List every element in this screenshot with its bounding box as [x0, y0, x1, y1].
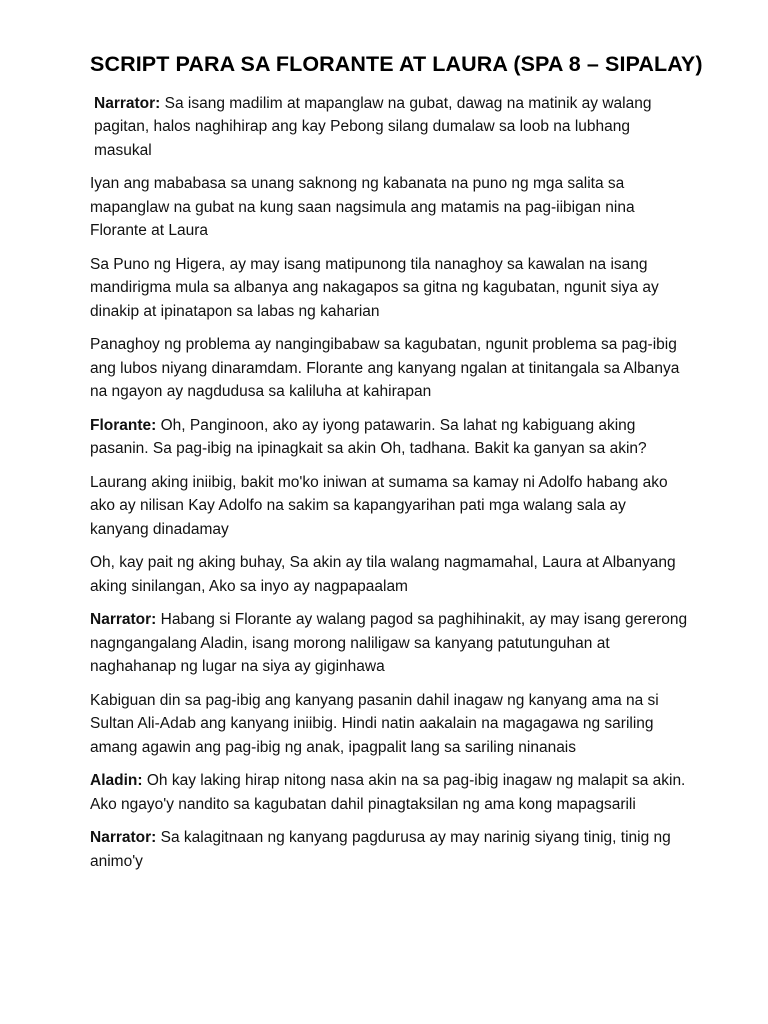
- paragraph-intro-4: [90, 333, 688, 404]
- paragraph-narrator-2: [90, 608, 688, 679]
- paragraph-text: Kabiguan din sa pag-ibig ang kanyang pasanin dahil inagaw ng kanyang ama na si Sultan Ali-Adab ang kanyang iniibig. Hindi natin aakalain na magagawa ng sariling amang agawin ang pag-ibig ng anak, ipagpalit lang sa sariling ninanais: [90, 691, 659, 756]
- paragraph-intro-2: [90, 172, 688, 243]
- paragraph-florante-2: [90, 471, 688, 542]
- paragraph-text: Panaghoy ng problema ay nangingibabaw sa kagubatan, ngunit problema sa pag-ibig ang lubos niyang dinaramdam. Florante ang kanyang ngalan at tinitangala sa Albanya na ngayon ay nagdudusa sa kaliluha at kahirapan: [90, 336, 680, 401]
- paragraph-text: Sa kalagitnaan ng kanyang pagdurusa ay may narinig siyang tinig, tinig ng animo'y: [90, 829, 671, 870]
- paragraph-text: Sa isang madilim at mapanglaw na gubat, dawag na matinik ay walang pagitan, halos naghihirap ang kay Pebong silang dumalaw sa loob na lubhang masukal: [94, 94, 652, 159]
- paragraph-florante-1: [90, 414, 688, 461]
- speaker-label: Aladin:: [90, 772, 143, 790]
- paragraph-text: Oh, kay pait ng aking buhay, Sa akin ay tila walang nagmamahal, Laura at Albanyang aking sinilangan, Ako sa inyo ay nagpapaalam: [90, 554, 676, 595]
- paragraph-aladin-1: [90, 769, 688, 816]
- paragraph-narrator-3: [90, 689, 688, 760]
- paragraph-text: Iyan ang mababasa sa unang saknong ng kabanata na puno ng mga salita sa mapanglaw na gubat na kung saan nagsimula ang matamis na pag-iibigan nina Florante at Laura: [90, 175, 635, 240]
- paragraph-intro-3: [90, 253, 688, 324]
- paragraph-text: Laurang aking iniibig, bakit mo'ko iniwan at sumama sa kamay ni Adolfo habang ako ako ay nilisan Kay Adolfo na sakim sa kapangyarihan pati mga walang sala ay kanyang dinadamay: [90, 473, 668, 538]
- paragraph-narrator-4: [90, 826, 688, 873]
- speaker-label: Florante:: [90, 416, 157, 434]
- speaker-label: Narrator:: [90, 829, 157, 847]
- paragraph-text: Sa Puno ng Higera, ay may isang matipunong tila nanaghoy sa kawalan na isang mandirigma mula sa albanya ang nakagapos sa gitna ng kagubatan, ngunit siya ay dinakip at ipinatapon sa labas ng kaharian: [90, 255, 659, 320]
- document-title: SCRIPT PARA SA FLORANTE AT LAURA (SPA 8 – SIPALAY): [90, 52, 703, 76]
- paragraph-text: Oh, Panginoon, ako ay iyong patawarin. Sa lahat ng kabiguang aking pasanin. Sa pag-ibig na ipinagkait sa akin Oh, tadhana. Bakit ka ganyan sa akin?: [90, 416, 647, 458]
- speaker-label: Narrator:: [94, 94, 161, 112]
- paragraph-text: Habang si Florante ay walang pagod sa paghihinakit, ay may isang gererong nagngangalang Aladin, isang morong naliligaw sa kanyang patutunguhan at naghahanap ng lugar na siya ay giginhawa: [90, 611, 688, 676]
- paragraph-text: Oh kay laking hirap nitong nasa akin na sa pag-ibig inagaw ng malapit sa akin. Ako ngayo'y nandito sa kagubatan dahil pinagtaksilan ng ama kong mapagsarili: [90, 772, 686, 813]
- paragraph-florante-3: [90, 551, 688, 598]
- paragraph-narrator-1: [90, 92, 688, 163]
- speaker-label: Narrator:: [90, 611, 157, 629]
